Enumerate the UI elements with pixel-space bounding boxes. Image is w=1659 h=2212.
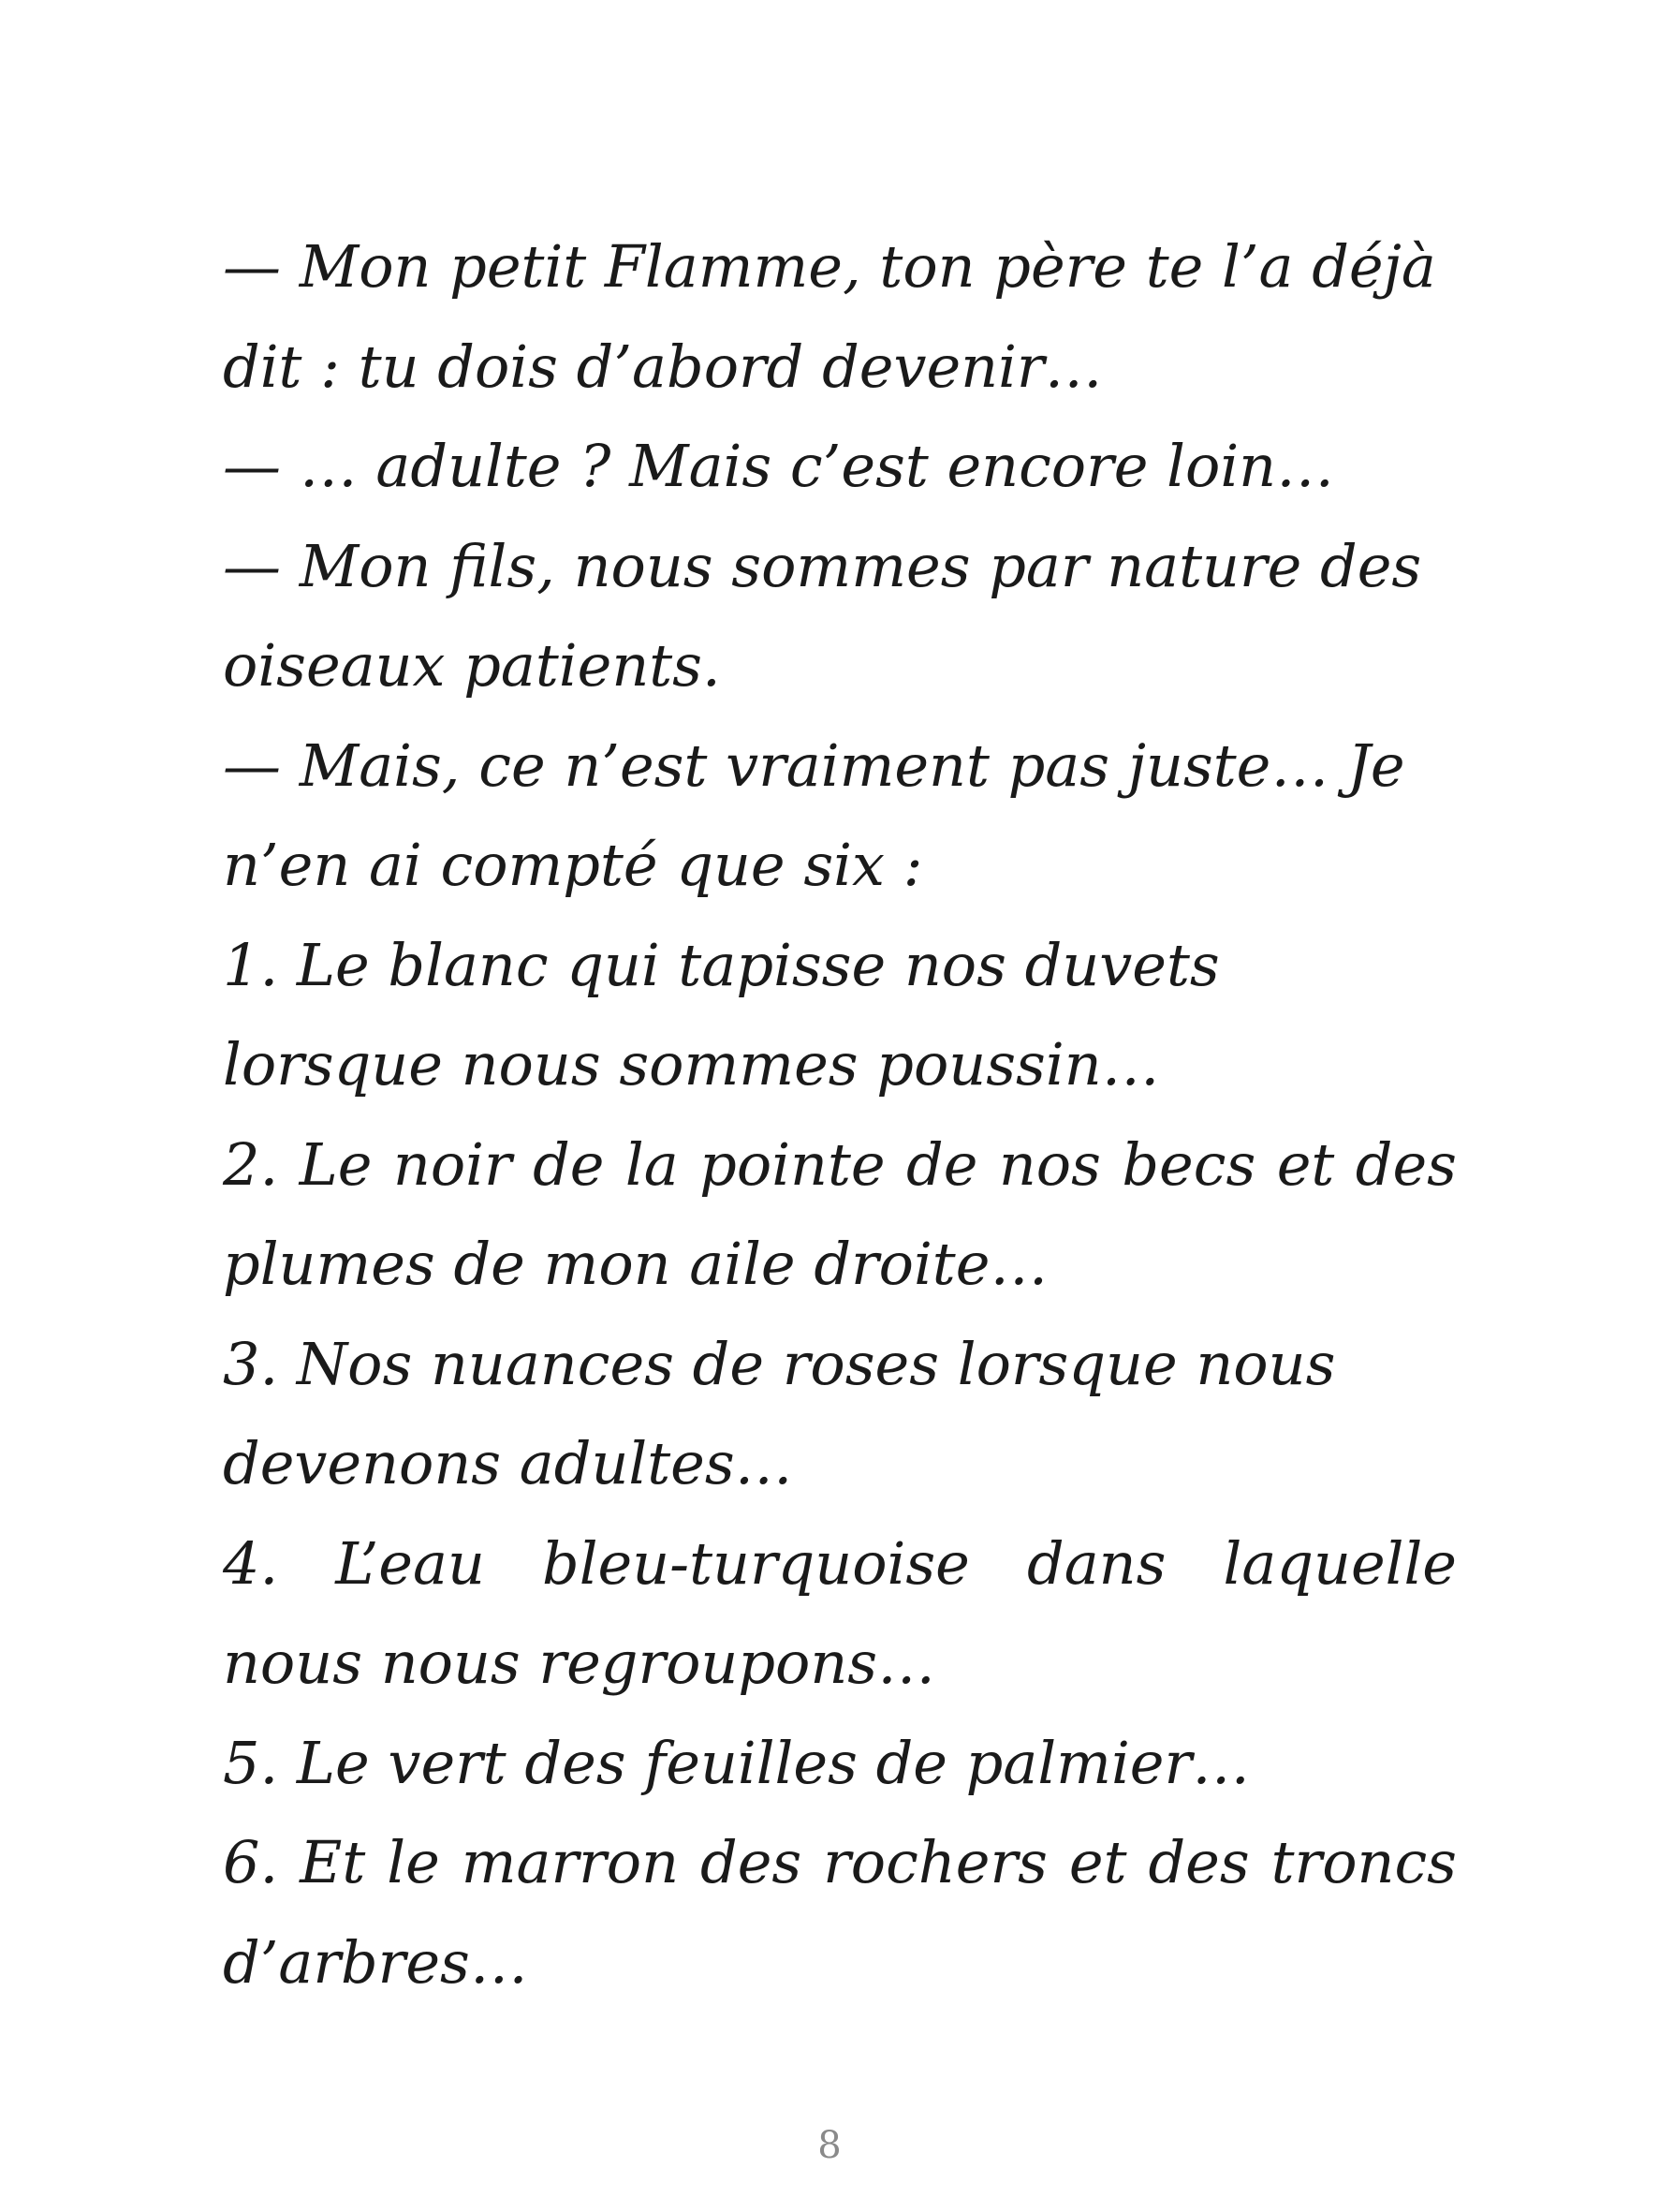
list-item-2: 2. Le noir de la pointe de nos becs et des plumes de mon aile droite…: [223, 1129, 1457, 1298]
dialogue-line-3: — Mon fils, nous sommes par nature des oiseaux patients.: [223, 531, 1422, 700]
list-item-1: 1. Le blanc qui tapisse nos duvets lorsque nous sommes poussin…: [223, 930, 1220, 1099]
list-item-6: 6. Et le marron des rochers et des troncs d’arbres…: [223, 1828, 1457, 1997]
dialogue-line-1: — Mon petit Flamme, ton père te l’a déjà dit : tu dois d’abord devenir…: [223, 232, 1436, 401]
dialogue-line-2: — … adulte ? Mais c’est encore loin…: [223, 432, 1335, 500]
page-number: 8: [817, 2124, 842, 2167]
list-item-4: 4. L’eau bleu-turquoise dans laquelle nous nous regroupons…: [223, 1528, 1457, 1697]
list-item-3: 3. Nos nuances de roses lorsque nous devenons adultes…: [223, 1329, 1336, 1497]
list-item-5: 5. Le vert des feuilles de palmier…: [223, 1728, 1251, 1797]
dialogue-line-4: — Mais, ce n’est vraiment pas juste… Je n’en ai compté que six :: [223, 730, 1405, 899]
body-text: [223, 217, 1457, 2013]
